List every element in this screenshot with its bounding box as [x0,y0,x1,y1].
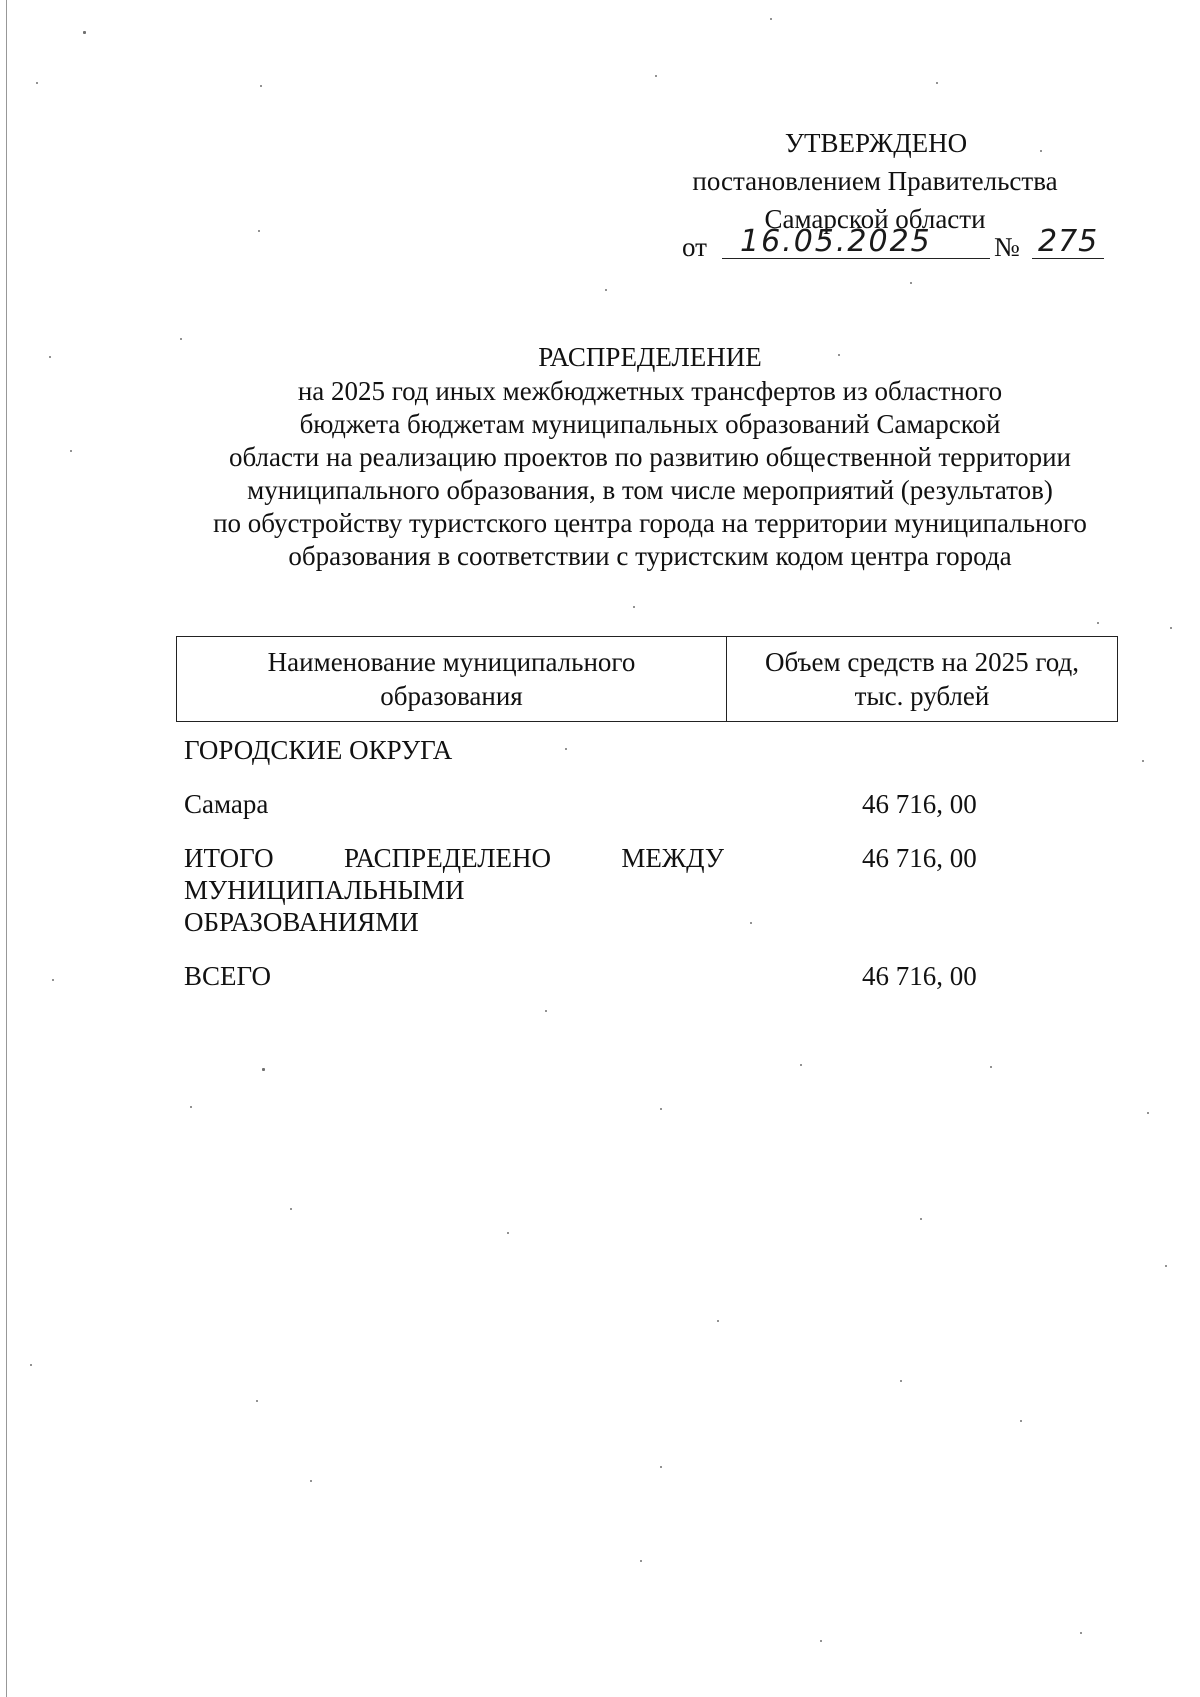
handwritten-date: 16.05.2025 [740,224,932,259]
scan-edge-line [6,0,7,1697]
approval-block [660,124,1100,238]
speck [717,1320,719,1322]
speck [838,354,840,356]
speck [49,356,51,358]
number-prefix: № [994,232,1020,262]
heading-line: образования в соответствии с туристским кодом центра города [288,541,1012,571]
table-row [184,788,1114,820]
speck [660,1466,662,1468]
speck [990,1066,992,1068]
speck [83,31,86,34]
speck [920,1218,922,1220]
speck [1097,622,1099,624]
heading-line: муниципального образования, в том числе мероприятий (результатов) [247,475,1053,505]
total-amount: 46 716, 00 [862,961,977,991]
subtotal-amount: 46 716, 00 [862,843,977,873]
heading-line: бюджета бюджетам муниципальных образований Самарской [299,409,1001,439]
speck [800,1064,802,1066]
approval-line-2: Самарской области [764,204,986,234]
speck [70,450,72,452]
speck [310,1480,312,1482]
heading-title: РАСПРЕДЕЛЕНИЕ [538,342,762,372]
approval-line-1: постановлением Правительства [692,166,1058,196]
speck [1020,1420,1022,1422]
speck [36,82,38,84]
column-header-name-line-1: Наименование муниципального [267,647,636,677]
municipality-amount: 46 716, 00 [862,789,977,819]
speck [1142,760,1144,762]
speck [262,1068,265,1071]
heading-line: области на реализацию проектов по развитию общественной территории [228,442,1071,472]
municipality-name: Самара [184,789,269,819]
column-header-amount-line-2: тыс. рублей [854,681,990,711]
speck [52,979,54,981]
speck [545,1010,547,1012]
speck [565,748,567,750]
speck [1040,150,1042,152]
speck [655,75,657,77]
speck [900,1380,902,1382]
group-row [184,734,1114,766]
speck [770,18,772,20]
speck [256,1400,258,1402]
speck [1165,1265,1167,1267]
subtotal-line-2: МУНИЦИПАЛЬНЫМИ [184,875,465,905]
subtotal-line-3: ОБРАЗОВАНИЯМИ [184,907,419,937]
speck [190,1106,192,1108]
speck [30,1364,32,1366]
speck [1080,1632,1082,1634]
speck [258,230,260,232]
date-prefix: от [682,232,707,262]
speck [507,1232,509,1234]
speck [1147,1112,1149,1114]
group-label: ГОРОДСКИЕ ОКРУГА [184,735,453,765]
heading-line: по обустройству туристского центра города на территории муниципального [213,508,1087,538]
table-body [184,734,1114,992]
document-heading [150,341,1150,573]
speck [1170,627,1172,629]
speck [750,922,752,924]
column-header-name-line-2: образования [380,681,523,711]
column-header-amount-line-1: Объем средств на 2025 год, [764,647,1080,677]
total-label: ВСЕГО [184,961,271,991]
speck [605,289,607,291]
speck [820,1640,822,1642]
approval-title: УТВЕРЖДЕНО [784,128,968,158]
table-header [176,636,1118,722]
number-field [1032,224,1104,259]
speck [640,1560,642,1562]
handwritten-number: 275 [1038,224,1099,259]
date-field [722,224,990,259]
column-header-amount [727,637,1117,721]
subtotal-row [184,842,1114,938]
speck [290,1208,292,1210]
speck [910,282,912,284]
column-header-name [177,637,727,721]
speck [936,82,938,84]
subtotal-label [184,842,724,938]
speck [660,1108,662,1110]
subtotal-word-3: МЕЖДУ [621,843,724,873]
speck [180,338,182,340]
subtotal-word-1: ИТОГО [184,843,274,873]
total-row [184,960,1114,992]
approval-date-line [682,224,1112,268]
heading-line: на 2025 год иных межбюджетных трансфертов из областного [297,376,1003,406]
speck [260,85,262,87]
subtotal-word-2: РАСПРЕДЕЛЕНО [343,843,552,873]
speck [633,606,635,608]
